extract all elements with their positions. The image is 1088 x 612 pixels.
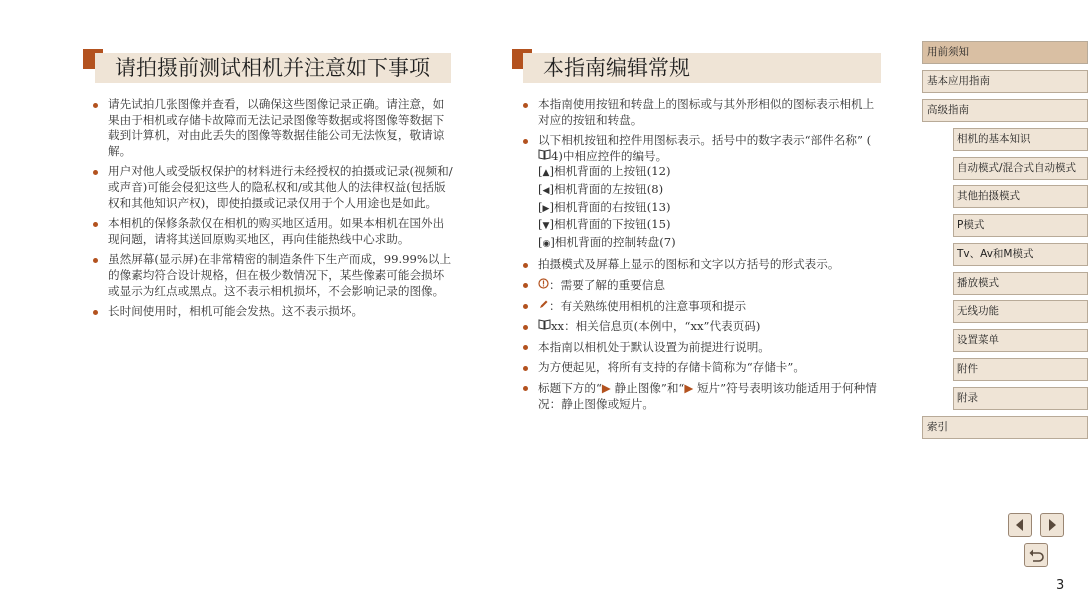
nav-item-before-use[interactable]: 用前须知 <box>922 41 1088 64</box>
up-arrow-icon: ▲ <box>542 168 550 179</box>
previous-page-button[interactable] <box>1008 513 1032 537</box>
list-item <box>522 340 884 356</box>
list-item-text: 本指南使用按钮和转盘上的图标或与其外形相似的图标表示相机上对应的按钮和转盘。 <box>538 97 875 127</box>
left-section-title: 请拍摄前测试相机并注意如下事项 <box>95 53 451 83</box>
list-item: 长时间使用时，相机可能会发热。这不表示损坏。 <box>92 304 454 320</box>
button-line: [▼]相机背面的下按钮(15) <box>538 217 671 232</box>
control-dial-icon: ◉ <box>542 238 551 249</box>
list-item: 请先试拍几张图像并查看，以确保这些图像记录正确。请注意，如果由于相机或存储卡故障而无法记录图像等数据或将图像等数据下载到计算机，对由此丢失的图像等数据佳能公司无法恢复，敬请谅解。 <box>92 97 454 159</box>
nav-item-index[interactable]: 索引 <box>922 416 1088 439</box>
nav-item-accessories[interactable]: 附件 <box>953 358 1088 381</box>
list-item-text: 以下相机按钮和控件用图标表示。括号中的数字表示“部件名称” ( <box>538 133 872 148</box>
important-icon <box>538 278 549 292</box>
list-item <box>522 381 884 412</box>
chevron-left-icon <box>1009 514 1031 536</box>
list-item <box>522 257 884 273</box>
left-arrow-icon: ◀ <box>542 185 550 196</box>
list-item-text: 本指南以相机处于默认设置为前提进行说明。 <box>538 339 770 354</box>
list-item <box>522 299 884 315</box>
nav-item-setting-menu[interactable]: 设置菜单 <box>953 329 1088 352</box>
nav-item-playback-mode[interactable]: 播放模式 <box>953 272 1088 295</box>
button-line: [▲]相机背面的上按钮(12) <box>538 164 671 179</box>
return-button[interactable] <box>1024 543 1048 567</box>
list-item-text: ：需要了解的重要信息 <box>549 277 665 292</box>
list-item: 用户对他人或受版权保护的材料进行未经授权的拍摄或记录(视频和/或声音)可能会侵犯这些人的隐私权和/或其他人的法律权益(包括版权和其他知识产权)，即使拍摄或记录仅用于个人用途也是如此。 <box>92 164 454 211</box>
button-line: [◀]相机背面的左按钮(8) <box>538 181 664 196</box>
nav-item-camera-basics[interactable]: 相机的基本知识 <box>953 128 1088 151</box>
list-item <box>522 97 884 128</box>
button-line-text: ]相机背面的控制转盘(7) <box>550 234 676 249</box>
list-item <box>522 319 884 335</box>
nav-item-wireless[interactable]: 无线功能 <box>953 300 1088 323</box>
down-arrow-icon: ▼ <box>542 221 550 232</box>
list-item-text: xx：相关信息页(本例中，“xx”代表页码) <box>551 319 761 334</box>
list-item-text: 为方便起见，将所有支持的存储卡简称为“存储卡”。 <box>538 360 805 375</box>
list-item <box>522 360 884 376</box>
nav-item-other-modes[interactable]: 其他拍摄模式 <box>953 185 1088 208</box>
nav-item-auto-mode[interactable]: 自动模式/混合式自动模式 <box>953 157 1088 180</box>
right-section-title: 本指南编辑常规 <box>523 53 881 83</box>
list-item-text: 拍摄模式及屏幕上显示的图标和文字以方括号的形式表示。 <box>538 257 840 272</box>
button-line: [◉]相机背面的控制转盘(7) <box>538 234 676 249</box>
nav-item-advanced-guide[interactable]: 高级指南 <box>922 99 1088 122</box>
tip-pencil-icon <box>538 299 549 313</box>
nav-item-appendix[interactable]: 附录 <box>953 387 1088 410</box>
list-item-text: 短片”符号表明该功能适用于何种情况：静止图像或短片。 <box>538 380 877 411</box>
list-item-text: 静止图像”和“ <box>610 380 685 395</box>
button-line: [▶]相机背面的右按钮(13) <box>538 199 671 214</box>
left-bullet-list <box>92 97 454 325</box>
next-page-button[interactable] <box>1040 513 1064 537</box>
chevron-right-icon <box>1041 514 1063 536</box>
list-item: 虽然屏幕(显示屏)在非常精密的制造条件下生产而成，99.99%以上的像素均符合设计规格，但在极少数情况下，某些像素可能会损坏或显示为红点或黑点。这不表示相机损坏，不会影响记录的图像。 <box>92 252 454 299</box>
page-number: 3 <box>1056 578 1065 593</box>
right-bullet-list <box>522 97 884 417</box>
nav-item-p-mode[interactable]: P模式 <box>953 214 1088 237</box>
button-line-text: ]相机背面的左按钮(8) <box>549 181 664 196</box>
list-item-text: 标题下方的“ <box>538 380 602 395</box>
book-icon <box>538 319 551 335</box>
book-icon <box>538 149 551 165</box>
list-item-text: 4)中相应控件的编号。 <box>551 148 668 163</box>
movie-play-icon: ▶ <box>684 380 694 395</box>
list-item <box>522 133 884 252</box>
right-arrow-icon: ▶ <box>542 203 550 214</box>
return-icon <box>1025 544 1047 566</box>
nav-item-basic-guide[interactable]: 基本应用指南 <box>922 70 1088 93</box>
button-line-text: ]相机背面的下按钮(15) <box>549 217 671 232</box>
button-line-text: ]相机背面的右按钮(13) <box>549 199 671 214</box>
button-line-text: ]相机背面的上按钮(12) <box>549 164 671 179</box>
nav-item-tv-av-m-mode[interactable]: Tv、Av和M模式 <box>953 243 1088 266</box>
list-item-text: ：有关熟练使用相机的注意事项和提示 <box>549 298 747 313</box>
list-item <box>522 278 884 294</box>
still-image-play-icon: ▶ <box>601 380 611 395</box>
list-item: 本相机的保修条款仅在相机的购买地区适用。如果本相机在国外出现问题，请将其送回原购买地区，再向佳能热线中心求助。 <box>92 216 454 247</box>
